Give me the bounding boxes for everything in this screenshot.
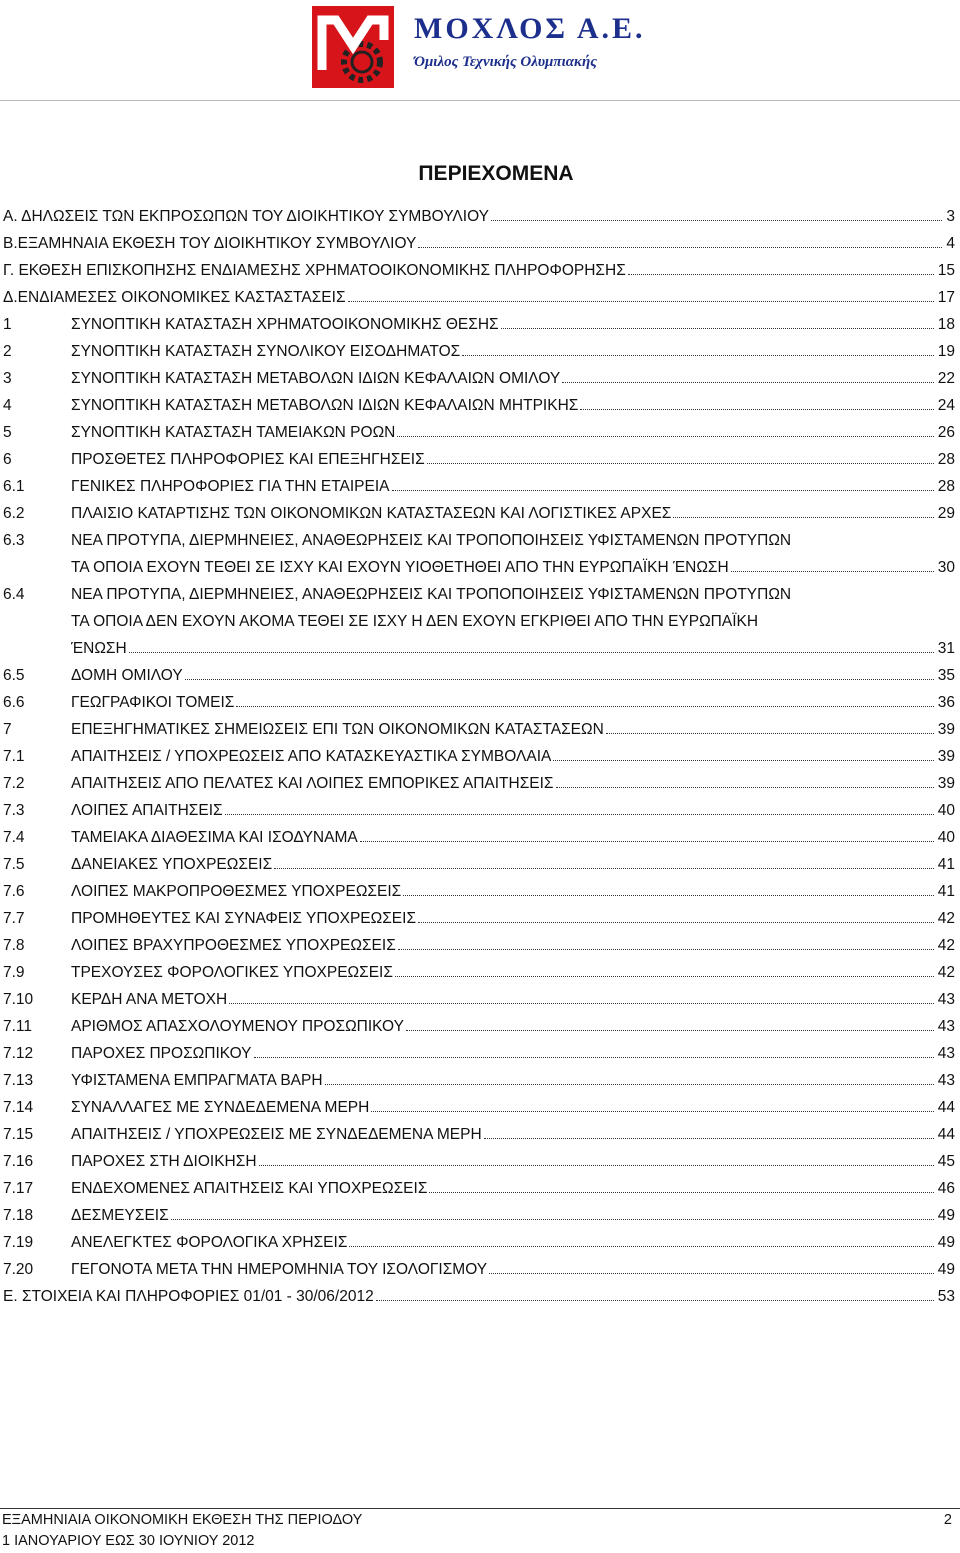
toc-entry[interactable]	[3, 1229, 955, 1256]
toc-dot-leader	[628, 274, 934, 275]
toc-entry-page: 26	[937, 424, 955, 441]
toc-entry[interactable]	[3, 932, 955, 959]
toc-entry-page: 31	[937, 640, 955, 657]
toc-entry[interactable]	[3, 1175, 955, 1202]
toc-entry-page: 46	[937, 1180, 955, 1197]
toc-dot-leader	[371, 1111, 933, 1112]
toc-entry[interactable]	[3, 1202, 955, 1229]
toc-entry[interactable]	[3, 392, 955, 419]
toc-entry-number: 4	[3, 397, 12, 414]
toc-dot-leader	[274, 868, 934, 869]
toc-entry[interactable]	[3, 824, 955, 851]
toc-dot-leader	[489, 1273, 934, 1274]
toc-entry-page: 45	[937, 1153, 955, 1170]
toc-entry-title: ΠΛΑΙΣΙΟ ΚΑΤΑΡΤΙΣΗΣ ΤΩΝ ΟΙΚΟΝΟΜΙΚΩΝ ΚΑΤΑΣΤΑΣΕΩΝ ΚΑΙ ΛΟΓΙΣΤΙΚΕΣ ΑΡΧΕΣ	[71, 505, 672, 522]
toc-entry-title: ΝΕΑ ΠΡΟΤΥΠΑ, ΔΙΕΡΜΗΝΕΙΕΣ, ΑΝΑΘΕΩΡΗΣΕΙΣ ΚΑΙ ΤΡΟΠΟΠΟΙΗΣΕΙΣ ΥΦΙΣΤΑΜΕΝΩΝ ΠΡΟΤΥΠΩΝ	[71, 586, 792, 603]
toc-entry-number: 6.3	[3, 532, 25, 549]
toc-entry-title: ΣΥΝΟΠΤΙΚΗ ΚΑΤΑΣΤΑΣΗ ΤΑΜΕΙΑΚΩΝ ΡΟΩΝ	[71, 424, 396, 441]
toc-dot-leader	[484, 1138, 934, 1139]
toc-entry-page: 40	[937, 829, 955, 846]
toc-entry-number: 7.5	[3, 856, 25, 873]
toc-entry[interactable]	[3, 662, 955, 689]
toc-entry-title: ΓΕΝΙΚΕΣ ΠΛΗΡΟΦΟΡΙΕΣ ΓΙΑ ΤΗΝ ΕΤΑΙΡΕΙΑ	[71, 478, 390, 495]
gear-emblem-icon	[312, 6, 394, 88]
toc-entry[interactable]	[3, 851, 955, 878]
toc-entry-page: 4	[946, 235, 955, 252]
toc-entry-title: ΑΝΕΛΕΓΚΤΕΣ ΦΟΡΟΛΟΓΙΚΑ ΧΡΗΣΕΙΣ	[71, 1234, 348, 1251]
toc-entry-title: ΔΟΜΗ ΟΜΙΛΟΥ	[71, 667, 183, 684]
toc-entry[interactable]	[3, 770, 955, 797]
toc-dot-leader	[129, 652, 934, 653]
logo-emblem	[312, 6, 394, 88]
toc-entry-number: 1	[3, 316, 12, 333]
toc-entry-title: ΥΦΙΣΤΑΜΕΝΑ ΕΜΠΡΑΓΜΑΤΑ ΒΑΡΗ	[71, 1072, 323, 1089]
toc-dot-leader	[259, 1165, 934, 1166]
toc-entry-title: Α. ΔΗΛΩΣΕΙΣ ΤΩΝ ΕΚΠΡΟΣΩΠΩΝ ΤΟΥ ΔΙΟΙΚΗΤΙΚΟΥ ΣΥΜΒΟΥΛΙΟΥ	[3, 208, 489, 225]
toc-entry-number: 6	[3, 451, 12, 468]
footer-divider	[0, 1508, 960, 1509]
toc-entry-page: 43	[937, 991, 955, 1008]
toc-entry-number: 7.4	[3, 829, 25, 846]
toc-entry-title: ΣΥΝΟΠΤΙΚΗ ΚΑΤΑΣΤΑΣΗ ΣΥΝΟΛΙΚΟΥ ΕΙΣΟΔΗΜΑΤΟΣ	[71, 343, 461, 360]
toc-entry-title: ΓΕΓΟΝΟΤΑ ΜΕΤΑ ΤΗΝ ΗΜΕΡΟΜΗΝΙΑ ΤΟΥ ΙΣΟΛΟΓΙΣΜΟΥ	[71, 1261, 488, 1278]
toc-entry[interactable]	[3, 689, 955, 716]
toc-entry-title: Ε. ΣΤΟΙΧΕΙΑ ΚΑΙ ΠΛΗΡΟΦΟΡΙΕΣ 01/01 - 30/06/2012	[3, 1288, 374, 1305]
toc-entry-page: 28	[937, 478, 955, 495]
toc-entry-page: 44	[937, 1099, 955, 1116]
toc-entry[interactable]	[3, 311, 955, 338]
toc-entry-page: 40	[937, 802, 955, 819]
toc-dot-leader	[427, 463, 934, 464]
toc-entry-title: ΕΝΔΕΧΟΜΕΝΕΣ ΑΠΑΙΤΗΣΕΙΣ ΚΑΙ ΥΠΟΧΡΕΩΣΕΙΣ	[71, 1180, 428, 1197]
toc-entry-title: ΣΥΝΑΛΛΑΓΕΣ ΜΕ ΣΥΝΔΕΔΕΜΕΝΑ ΜΕΡΗ	[71, 1099, 370, 1116]
toc-dot-leader	[562, 382, 934, 383]
toc-dot-leader	[398, 949, 934, 950]
toc-entry-page: 41	[937, 883, 955, 900]
toc-dot-leader	[553, 760, 933, 761]
toc-entry-page: 24	[937, 397, 955, 414]
toc-entry[interactable]	[3, 203, 955, 230]
toc-entry-page: 43	[937, 1045, 955, 1062]
toc-entry-page: 3	[946, 208, 955, 225]
toc-entry-number: 6.1	[3, 478, 25, 495]
toc-entry-number: 7.1	[3, 748, 25, 765]
toc-entry-title: ΤΑΜΕΙΑΚΑ ΔΙΑΘΕΣΙΜΑ ΚΑΙ ΙΣΟΔΥΝΑΜΑ	[71, 829, 358, 846]
footer-period: 1 ΙΑΝΟΥΑΡΙΟΥ ΕΩΣ 30 ΙΟΥΝΙΟΥ 2012	[2, 1533, 255, 1549]
toc-entry-title: ΤΑ ΟΠΟΙΑ ΔΕΝ ΕΧΟΥΝ ΑΚΟΜΑ ΤΕΘΕΙ ΣΕ ΙΣΧΥ Η ΔΕΝ ΕΧΟΥΝ ΕΓΚΡΙΘΕΙ ΑΠΟ ΤΗΝ ΕΥΡΩΠΑΪΚΗ	[71, 613, 759, 630]
toc-entry-title: ΛΟΙΠΕΣ ΜΑΚΡΟΠΡΟΘΕΣΜΕΣ ΥΠΟΧΡΕΩΣΕΙΣ	[71, 883, 402, 900]
toc-entry-title: ΑΡΙΘΜΟΣ ΑΠΑΣΧΟΛΟΥΜΕΝΟΥ ΠΡΟΣΩΠΙΚΟΥ	[71, 1018, 404, 1035]
toc-entry-number: 7.11	[3, 1018, 33, 1035]
toc-entry-title: ΠΑΡΟΧΕΣ ΠΡΟΣΩΠΙΚΟΥ	[71, 1045, 252, 1062]
toc-dot-leader	[229, 1003, 934, 1004]
toc-entry-number: 7.9	[3, 964, 25, 981]
toc-entry-page: 44	[937, 1126, 955, 1143]
toc-entry-title: ΔΕΣΜΕΥΣΕΙΣ	[71, 1207, 169, 1224]
toc-entry[interactable]	[3, 500, 955, 527]
toc-dot-leader	[731, 571, 934, 572]
toc-dot-leader	[325, 1084, 934, 1085]
toc-entry[interactable]	[3, 1121, 955, 1148]
toc-entry-number: 7.18	[3, 1207, 34, 1224]
toc-dot-leader	[606, 733, 934, 734]
toc-entry-title: ΠΑΡΟΧΕΣ ΣΤΗ ΔΙΟΙΚΗΣΗ	[71, 1153, 257, 1170]
toc-entry-title: ΈΝΩΣΗ	[71, 640, 127, 657]
toc-entry[interactable]	[3, 257, 955, 284]
toc-dot-leader	[462, 355, 934, 356]
toc-entry-page: 43	[937, 1072, 955, 1089]
toc-entry-page: 19	[937, 343, 955, 360]
toc-entry-title: ΠΡΟΜΗΘΕΥΤΕΣ ΚΑΙ ΣΥΝΑΦΕΙΣ ΥΠΟΧΡΕΩΣΕΙΣ	[71, 910, 417, 927]
toc-entry-page: 15	[937, 262, 955, 279]
toc-entry-title: ΤΑ ΟΠΟΙΑ ΕΧΟΥΝ ΤΕΘΕΙ ΣΕ ΙΣΧΥ ΚΑΙ ΕΧΟΥΝ ΥΙΟΘΕΤΗΘΕΙ ΑΠΟ ΤΗΝ ΕΥΡΩΠΑΪΚΗ ΈΝΩΣΗ	[71, 559, 729, 576]
toc-entry-number: 7.8	[3, 937, 25, 954]
toc-entry-title: Γ. ΕΚΘΕΣΗ ΕΠΙΣΚΟΠΗΣΗΣ ΕΝΔΙΑΜΕΣΗΣ ΧΡΗΜΑΤΟΟΙΚΟΝΟΜΙΚΗΣ ΠΛΗΡΟΦΟΡΗΣΗΣ	[3, 262, 626, 279]
toc-dot-leader	[395, 976, 934, 977]
toc-title: ΠΕΡΙΕΧΟΜΕΝΑ	[418, 162, 574, 185]
toc-entry-title: ΣΥΝΟΠΤΙΚΗ ΚΑΤΑΣΤΑΣΗ ΜΕΤΑΒΟΛΩΝ ΙΔΙΩΝ ΚΕΦΑΛΑΙΩΝ ΜΗΤΡΙΚΗΣ	[71, 397, 579, 414]
toc-entry-number: 7.2	[3, 775, 25, 792]
company-name: ΜΟΧΛΟΣ Α.Ε.	[414, 12, 646, 45]
toc-entry-title: ΝΕΑ ΠΡΟΤΥΠΑ, ΔΙΕΡΜΗΝΕΙΕΣ, ΑΝΑΘΕΩΡΗΣΕΙΣ ΚΑΙ ΤΡΟΠΟΠΟΙΗΣΕΙΣ ΥΦΙΣΤΑΜΕΝΩΝ ΠΡΟΤΥΠΩΝ	[71, 532, 792, 549]
toc-entry-page: 28	[937, 451, 955, 468]
toc-dot-leader	[501, 328, 934, 329]
toc-entry[interactable]	[3, 797, 955, 824]
toc-entry-page: 39	[937, 721, 955, 738]
toc-entry-page: 49	[937, 1207, 955, 1224]
toc-entry-title: ΔΑΝΕΙΑΚΕΣ ΥΠΟΧΡΕΩΣΕΙΣ	[71, 856, 273, 873]
toc-entry-page: 39	[937, 748, 955, 765]
toc-entry-number: 7.3	[3, 802, 25, 819]
toc-entry[interactable]	[3, 878, 955, 905]
toc-entry-page: 49	[937, 1234, 955, 1251]
toc-entry-page: 35	[937, 667, 955, 684]
toc-entry-title: Β.ΕΞΑΜΗΝΑΙΑ ΕΚΘΕΣΗ ΤΟΥ ΔΙΟΙΚΗΤΙΚΟΥ ΣΥΜΒΟΥΛΙΟΥ	[3, 235, 417, 252]
toc-entry-number: 7.20	[3, 1261, 34, 1278]
toc-entry[interactable]	[3, 1283, 955, 1310]
toc-dot-leader	[556, 787, 934, 788]
toc-entry-page: 42	[937, 937, 955, 954]
toc-entry-title: ΣΥΝΟΠΤΙΚΗ ΚΑΤΑΣΤΑΣΗ ΧΡΗΜΑΤΟΟΙΚΟΝΟΜΙΚΗΣ ΘΕΣΗΣ	[71, 316, 499, 333]
header-divider	[0, 100, 960, 101]
toc-entry[interactable]	[3, 527, 955, 581]
toc-dot-leader	[236, 706, 933, 707]
toc-entry-page: 30	[937, 559, 955, 576]
toc-entry[interactable]	[3, 1013, 955, 1040]
toc-dot-leader	[673, 517, 933, 518]
toc-entry-title: ΤΡΕΧΟΥΣΕΣ ΦΟΡΟΛΟΓΙΚΕΣ ΥΠΟΧΡΕΩΣΕΙΣ	[71, 964, 393, 981]
toc-dot-leader	[429, 1192, 933, 1193]
toc-entry-number: 2	[3, 343, 12, 360]
footer-report-title: ΕΞΑΜΗΝΙΑΙΑ ΟΙΚΟΝΟΜΙΚΗ ΕΚΘΕΣΗ ΤΗΣ ΠΕΡΙΟΔΟΥ	[2, 1512, 363, 1528]
toc-entry-number: 6.2	[3, 505, 25, 522]
toc-entry[interactable]	[3, 446, 955, 473]
toc-dot-leader	[392, 490, 934, 491]
toc-entry-page: 49	[937, 1261, 955, 1278]
toc-dot-leader	[360, 841, 934, 842]
toc-entry-number: 7.7	[3, 910, 25, 927]
toc-entry[interactable]	[3, 1148, 955, 1175]
toc-entry[interactable]	[3, 743, 955, 770]
toc-entry-number: 6.4	[3, 586, 25, 603]
toc-entry-title: ΑΠΑΙΤΗΣΕΙΣ / ΥΠΟΧΡΕΩΣΕΙΣ ΜΕ ΣΥΝΔΕΔΕΜΕΝΑ ΜΕΡΗ	[71, 1126, 482, 1143]
toc-dot-leader	[225, 814, 934, 815]
toc-entry[interactable]	[3, 230, 955, 257]
toc-entry-number: 7.14	[3, 1099, 34, 1116]
company-tagline: Όμιλος Τεχνικής Ολυμπιακής	[414, 54, 597, 70]
toc-entry[interactable]	[3, 716, 955, 743]
toc-entry-page: 17	[937, 289, 955, 306]
toc-dot-leader	[418, 922, 934, 923]
toc-dot-leader	[406, 1030, 934, 1031]
toc-dot-leader	[254, 1057, 934, 1058]
toc-entry-number: 7.17	[3, 1180, 34, 1197]
toc-entry-title: ΛΟΙΠΕΣ ΒΡΑΧΥΠΡΟΘΕΣΜΕΣ ΥΠΟΧΡΕΩΣΕΙΣ	[71, 937, 396, 954]
table-of-contents	[3, 203, 955, 1310]
toc-entry[interactable]	[3, 905, 955, 932]
toc-entry[interactable]	[3, 959, 955, 986]
toc-entry[interactable]	[3, 1256, 955, 1283]
company-logo	[312, 6, 652, 90]
toc-dot-leader	[580, 409, 933, 410]
toc-entry-number: 7	[3, 721, 12, 738]
toc-entry-title: ΕΠΕΞΗΓΗΜΑΤΙΚΕΣ ΣΗΜΕΙΩΣΕΙΣ ΕΠΙ ΤΩΝ ΟΙΚΟΝΟΜΙΚΩΝ ΚΑΤΑΣΤΑΣΕΩΝ	[71, 721, 604, 738]
toc-entry-title: ΛΟΙΠΕΣ ΑΠΑΙΤΗΣΕΙΣ	[71, 802, 223, 819]
toc-dot-leader	[491, 220, 942, 221]
toc-entry-page: 22	[937, 370, 955, 387]
toc-entry-title: ΓΕΩΓΡΑΦΙΚΟΙ ΤΟΜΕΙΣ	[71, 694, 235, 711]
toc-dot-leader	[185, 679, 934, 680]
toc-dot-leader	[348, 301, 934, 302]
toc-entry[interactable]	[3, 284, 955, 311]
toc-entry-title: ΑΠΑΙΤΗΣΕΙΣ / ΥΠΟΧΡΕΩΣΕΙΣ ΑΠΟ ΚΑΤΑΣΚΕΥΑΣΤΙΚΑ ΣΥΜΒΟΛΑΙΑ	[71, 748, 552, 765]
toc-entry-page: 53	[937, 1288, 955, 1305]
toc-entry-title: ΑΠΑΙΤΗΣΕΙΣ ΑΠΟ ΠΕΛΑΤΕΣ ΚΑΙ ΛΟΙΠΕΣ ΕΜΠΟΡΙΚΕΣ ΑΠΑΙΤΗΣΕΙΣ	[71, 775, 554, 792]
toc-entry-title: ΣΥΝΟΠΤΙΚΗ ΚΑΤΑΣΤΑΣΗ ΜΕΤΑΒΟΛΩΝ ΙΔΙΩΝ ΚΕΦΑΛΑΙΩΝ ΟΜΙΛΟΥ	[71, 370, 561, 387]
toc-entry-title: ΠΡΟΣΘΕΤΕΣ ΠΛΗΡΟΦΟΡΙΕΣ ΚΑΙ ΕΠΕΞΗΓΗΣΕΙΣ	[71, 451, 425, 468]
toc-entry[interactable]	[3, 1067, 955, 1094]
toc-entry-title: ΚΕΡΔΗ ΑΝΑ ΜΕΤΟΧΗ	[71, 991, 228, 1008]
toc-entry-number: 7.10	[3, 991, 34, 1008]
footer-page-number: 2	[943, 1512, 952, 1528]
toc-dot-leader	[376, 1300, 934, 1301]
toc-dot-leader	[418, 247, 942, 248]
toc-entry-number: 7.16	[3, 1153, 34, 1170]
toc-entry-page: 18	[937, 316, 955, 333]
toc-entry-page: 42	[937, 910, 955, 927]
toc-entry-page: 42	[937, 964, 955, 981]
toc-dot-leader	[403, 895, 934, 896]
toc-entry[interactable]	[3, 473, 955, 500]
toc-entry-page: 39	[937, 775, 955, 792]
toc-entry[interactable]	[3, 986, 955, 1013]
toc-entry[interactable]	[3, 1040, 955, 1067]
toc-dot-leader	[349, 1246, 933, 1247]
toc-dot-leader	[171, 1219, 934, 1220]
toc-entry[interactable]	[3, 338, 955, 365]
footer-text	[2, 1510, 362, 1552]
toc-entry-number: 7.12	[3, 1045, 34, 1062]
toc-entry-number: 3	[3, 370, 12, 387]
toc-entry-number: 5	[3, 424, 12, 441]
toc-entry-number: 6.6	[3, 694, 25, 711]
toc-entry-title: Δ.ΕΝΔΙΑΜΕΣΕΣ ΟΙΚΟΝΟΜΙΚΕΣ ΚΑΣΤΑΣΤΑΣΕΙΣ	[3, 289, 346, 306]
toc-entry-number: 7.13	[3, 1072, 34, 1089]
toc-entry[interactable]	[3, 419, 955, 446]
toc-entry-page: 36	[937, 694, 955, 711]
toc-entry[interactable]	[3, 1094, 955, 1121]
toc-entry-number: 7.15	[3, 1126, 34, 1143]
toc-entry-page: 43	[937, 1018, 955, 1035]
toc-dot-leader	[397, 436, 933, 437]
toc-entry-number: 7.19	[3, 1234, 34, 1251]
toc-entry-page: 41	[937, 856, 955, 873]
toc-entry-number: 7.6	[3, 883, 25, 900]
toc-entry[interactable]	[3, 365, 955, 392]
toc-entry[interactable]	[3, 581, 955, 662]
toc-entry-page: 29	[937, 505, 955, 522]
toc-entry-number: 6.5	[3, 667, 25, 684]
